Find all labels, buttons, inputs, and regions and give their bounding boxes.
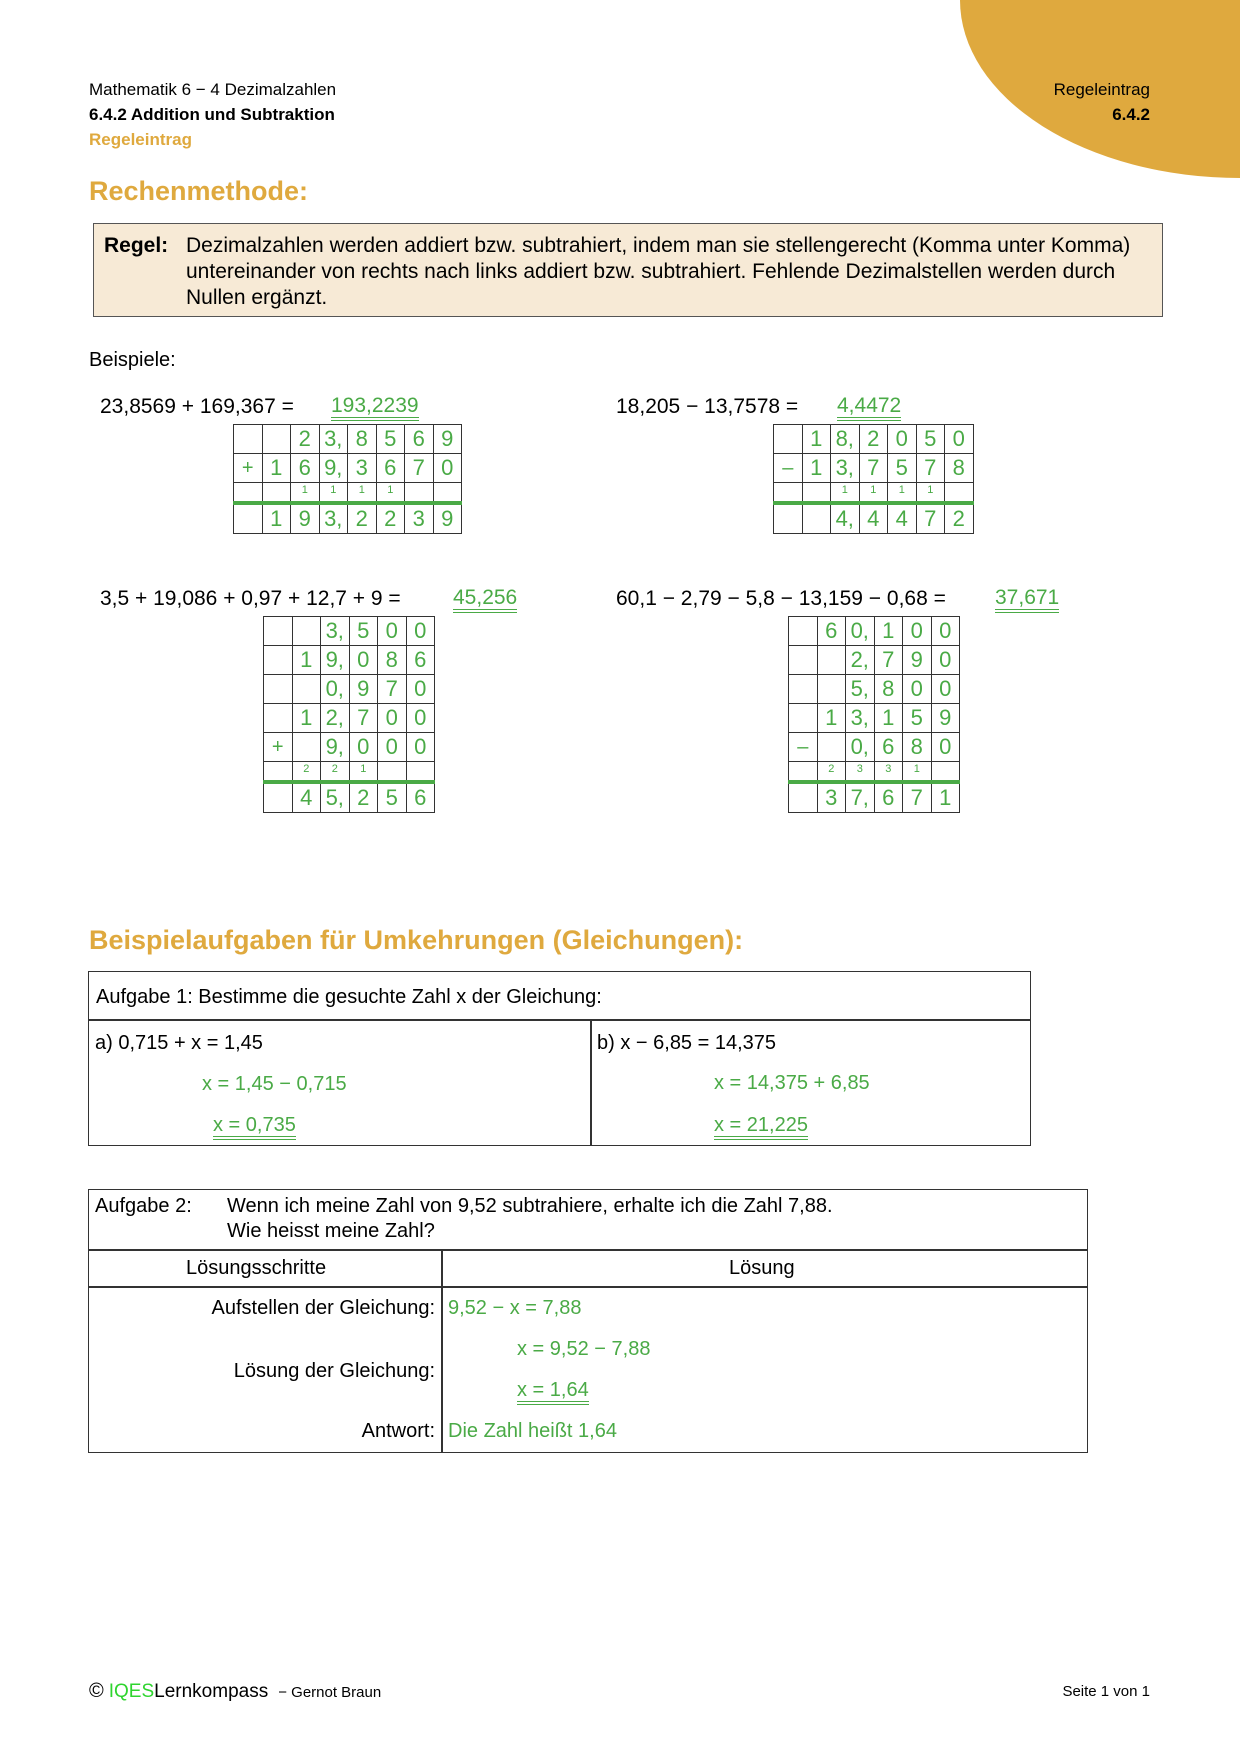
grid-cell: 2 [349,782,378,813]
grid-cell: 3 [846,762,875,783]
task-1b-answer: x = 21,225 [714,1114,808,1140]
grid-cell [264,646,293,675]
author: − Gernot Braun [278,1684,382,1701]
grid-cell: 0 [378,733,407,762]
brand-lernkompass: Lernkompass [154,1681,269,1702]
grid-cell [292,675,321,704]
grid-cell: 3 [874,762,903,783]
grid-cell [931,762,960,783]
grid-cell: 4 [859,503,888,534]
grid-cell [789,762,818,783]
grid-cell: 0 [378,704,407,733]
example-2-answer: 4,4472 [837,395,901,421]
grid-cell: 3, [846,704,875,733]
divider [88,1019,1031,1021]
grid-cell [262,483,291,504]
grid-cell: 1 [349,762,378,783]
divider [88,1286,1088,1288]
grid-row [774,425,974,454]
grid-cell: 3, [831,454,860,483]
grid-cell [789,782,818,813]
step-3-value: Die Zahl heißt 1,64 [448,1420,617,1442]
grid-cell: 5 [916,425,945,454]
grid-cell [433,483,462,504]
grid-cell: 1 [292,646,321,675]
grid-cell [378,762,407,783]
grid-cell [817,675,846,704]
example-4-answer: 37,671 [995,587,1059,613]
grid-cell: 9, [319,454,348,483]
grid-cell: 1 [262,503,291,534]
grid-cell: 0, [846,617,875,646]
grid-cell: 8, [831,425,860,454]
grid-cell: 1 [916,483,945,504]
grid-cell: 1 [888,483,917,504]
grid-cell: 5 [349,617,378,646]
copyright-icon: © [89,1680,104,1702]
example-4-expression: 60,1 − 2,79 − 5,8 − 13,159 − 0,68 = [616,587,946,610]
grid-cell: 2 [292,762,321,783]
footer-credit [89,1680,381,1703]
grid-cell: 8 [903,733,932,762]
step-1-label: Aufstellen der Gleichung: [211,1297,435,1319]
grid-cell: 9 [931,704,960,733]
header-right-number: 6.4.2 [1112,105,1150,124]
grid-row [264,617,435,646]
grid-cell: 1 [802,454,831,483]
section-title-equations: Beispielaufgaben für Umkehrungen (Gleichungen): [89,925,744,955]
carry-row [234,483,462,504]
example-3-grid [263,616,435,813]
grid-cell: 7 [405,454,434,483]
header-type: Regeleintrag [89,130,192,149]
grid-cell: 0 [903,617,932,646]
grid-cell [774,503,803,534]
grid-cell: 2, [846,646,875,675]
grid-cell: 9 [903,646,932,675]
task-2-prompt-line2: Wie heisst meine Zahl? [227,1220,435,1242]
grid-row [774,454,974,483]
grid-cell: 7 [874,646,903,675]
grid-cell: 6 [874,782,903,813]
grid-cell [262,425,291,454]
grid-cell: – [774,454,803,483]
column-header-steps: Lösungsschritte [186,1257,327,1279]
grid-cell [234,425,263,454]
rule-box [93,223,1163,317]
grid-cell: 1 [292,704,321,733]
grid-row [789,733,960,762]
grid-cell: 9, [321,646,350,675]
grid-cell: 1 [262,454,291,483]
grid-cell: 1 [931,782,960,813]
task-2-label: Aufgabe 2: [95,1195,192,1217]
grid-cell: 1 [817,704,846,733]
grid-cell [802,503,831,534]
step-2-value-a: x = 9,52 − 7,88 [517,1338,651,1360]
grid-cell [774,425,803,454]
grid-row [264,733,435,762]
grid-cell [406,762,435,783]
example-2-grid [773,424,974,534]
grid-cell [264,675,293,704]
header-chapter: 6.4.2 Addition und Subtraktion [89,105,335,124]
grid-cell: 3, [321,617,350,646]
grid-cell: 6 [817,617,846,646]
divider [88,1249,1088,1251]
grid-cell: 2 [945,503,974,534]
grid-cell: – [789,733,818,762]
grid-cell: 6 [376,454,405,483]
result-row [774,503,974,534]
grid-cell: 7 [378,675,407,704]
grid-cell: 7 [916,503,945,534]
task-2-prompt-line1: Wenn ich meine Zahl von 9,52 subtrahiere, erhalte ich die Zahl 7,88. [227,1195,833,1217]
examples-label: Beispiele: [89,349,176,371]
task-1b-step: x = 14,375 + 6,85 [714,1072,870,1094]
column-header-solution: Lösung [729,1257,795,1279]
grid-row [234,454,462,483]
grid-cell: 8 [348,425,377,454]
result-row [789,782,960,813]
grid-cell: 2 [859,425,888,454]
grid-cell: 8 [945,454,974,483]
grid-cell: 0 [888,425,917,454]
grid-cell: 6 [874,733,903,762]
task-1-prompt: Aufgabe 1: Bestimme die gesuchte Zahl x der Gleichung: [96,986,602,1008]
grid-cell: 5 [888,454,917,483]
grid-cell: 0 [406,617,435,646]
grid-cell [789,617,818,646]
example-1-expression: 23,8569 + 169,367 = [100,395,294,418]
example-3-expression: 3,5 + 19,086 + 0,97 + 12,7 + 9 = [100,587,401,610]
carry-row [774,483,974,504]
divider [441,1249,443,1453]
step-3-label: Antwort: [361,1420,435,1442]
rule-label: Regel: [104,234,169,257]
grid-cell: 0 [406,704,435,733]
grid-cell [264,782,293,813]
step-1-value: 9,52 − x = 7,88 [448,1297,582,1319]
grid-row [789,704,960,733]
grid-cell [234,483,263,504]
header-right [1054,77,1150,127]
grid-cell: 0 [349,646,378,675]
grid-cell [817,733,846,762]
grid-cell: 6 [405,425,434,454]
grid-cell: 2 [376,503,405,534]
grid-cell: 6 [406,646,435,675]
grid-cell: 2, [321,704,350,733]
grid-row [789,675,960,704]
grid-cell: 0 [931,733,960,762]
grid-cell [405,483,434,504]
grid-cell [292,617,321,646]
grid-cell: 0 [931,675,960,704]
task-1b-equation: b) x − 6,85 = 14,375 [597,1032,777,1054]
grid-cell: 9 [433,503,462,534]
grid-row [234,425,462,454]
grid-cell: 0, [321,675,350,704]
grid-cell [945,483,974,504]
grid-cell [789,675,818,704]
grid-cell: + [234,454,263,483]
task-1a-step: x = 1,45 − 0,715 [202,1073,347,1095]
grid-cell [292,733,321,762]
grid-cell: 0 [378,617,407,646]
grid-cell: 0 [903,675,932,704]
task-1a-answer: x = 0,735 [213,1114,296,1140]
grid-cell [774,483,803,504]
grid-cell: 1 [291,483,320,504]
grid-cell: 1 [859,483,888,504]
grid-cell [264,617,293,646]
grid-cell: 5 [378,782,407,813]
grid-cell: 1 [874,704,903,733]
grid-cell: 2 [321,762,350,783]
grid-cell: 0 [931,617,960,646]
grid-cell: 1 [874,617,903,646]
grid-cell: 5, [321,782,350,813]
carry-row [789,762,960,783]
result-row [264,782,435,813]
carry-row [264,762,435,783]
grid-cell: 3 [817,782,846,813]
grid-cell [789,704,818,733]
grid-row [789,646,960,675]
grid-cell: 3, [319,503,348,534]
document-header [89,77,336,152]
grid-cell: 7 [903,782,932,813]
header-right-type: Regeleintrag [1053,80,1150,99]
step-2-value-b: x = 1,64 [517,1379,589,1405]
grid-cell: 8 [874,675,903,704]
example-2-expression: 18,205 − 13,7578 = [616,395,799,418]
brand-logo [109,1681,268,1703]
result-row [234,503,462,534]
grid-cell: + [264,733,293,762]
page-number: Seite 1 von 1 [1062,1683,1150,1700]
grid-cell: 1 [376,483,405,504]
grid-cell: 3, [319,425,348,454]
grid-cell: 9, [321,733,350,762]
grid-cell: 0 [931,646,960,675]
task-1a-equation: a) 0,715 + x = 1,45 [95,1032,263,1054]
grid-cell: 1 [319,483,348,504]
brand-iqes: IQES [108,1681,155,1702]
grid-cell: 0 [406,675,435,704]
grid-cell: 5 [903,704,932,733]
grid-cell: 7 [349,704,378,733]
grid-cell: 2 [291,425,320,454]
grid-cell: 1 [831,483,860,504]
grid-cell: 0, [846,733,875,762]
grid-cell: 1 [348,483,377,504]
header-subject: Mathematik 6 − 4 Dezimalzahlen [89,80,337,99]
grid-row [264,675,435,704]
grid-row [789,617,960,646]
grid-row [264,646,435,675]
grid-cell: 5 [376,425,405,454]
step-2-label: Lösung der Gleichung: [233,1360,435,1382]
example-1-grid [233,424,462,534]
grid-cell [817,646,846,675]
grid-cell: 0 [349,733,378,762]
grid-cell: 4 [292,782,321,813]
grid-cell: 4 [888,503,917,534]
grid-cell: 1 [802,425,831,454]
grid-cell [802,483,831,504]
grid-cell: 0 [945,425,974,454]
example-3-answer: 45,256 [453,587,517,613]
grid-cell: 2 [348,503,377,534]
section-title-method: Rechenmethode: [89,176,309,206]
grid-cell: 7 [916,454,945,483]
grid-cell: 3 [405,503,434,534]
grid-cell: 9 [349,675,378,704]
grid-cell [264,704,293,733]
grid-cell: 3 [348,454,377,483]
grid-cell: 7, [846,782,875,813]
grid-cell [264,762,293,783]
grid-cell: 0 [433,454,462,483]
rule-text: Dezimalzahlen werden addiert bzw. subtrahiert, indem man sie stellengerecht (Komma unter Komma) untereinander von rechts nach links addiert bzw. subtrahiert. Fehlende Dezimalstellen werden durch Nullen ergänzt. [186,234,1131,309]
grid-cell: 2 [817,762,846,783]
grid-cell: 7 [859,454,888,483]
grid-cell: 1 [903,762,932,783]
grid-cell [234,503,263,534]
grid-cell: 9 [433,425,462,454]
example-4-grid [788,616,960,813]
grid-cell: 0 [406,733,435,762]
grid-cell: 5, [846,675,875,704]
example-1-answer: 193,2239 [331,395,419,421]
grid-row [264,704,435,733]
grid-cell: 8 [378,646,407,675]
grid-cell: 4, [831,503,860,534]
grid-cell: 6 [406,782,435,813]
grid-cell: 6 [291,454,320,483]
grid-cell [789,646,818,675]
divider [590,1019,592,1146]
grid-cell: 9 [291,503,320,534]
